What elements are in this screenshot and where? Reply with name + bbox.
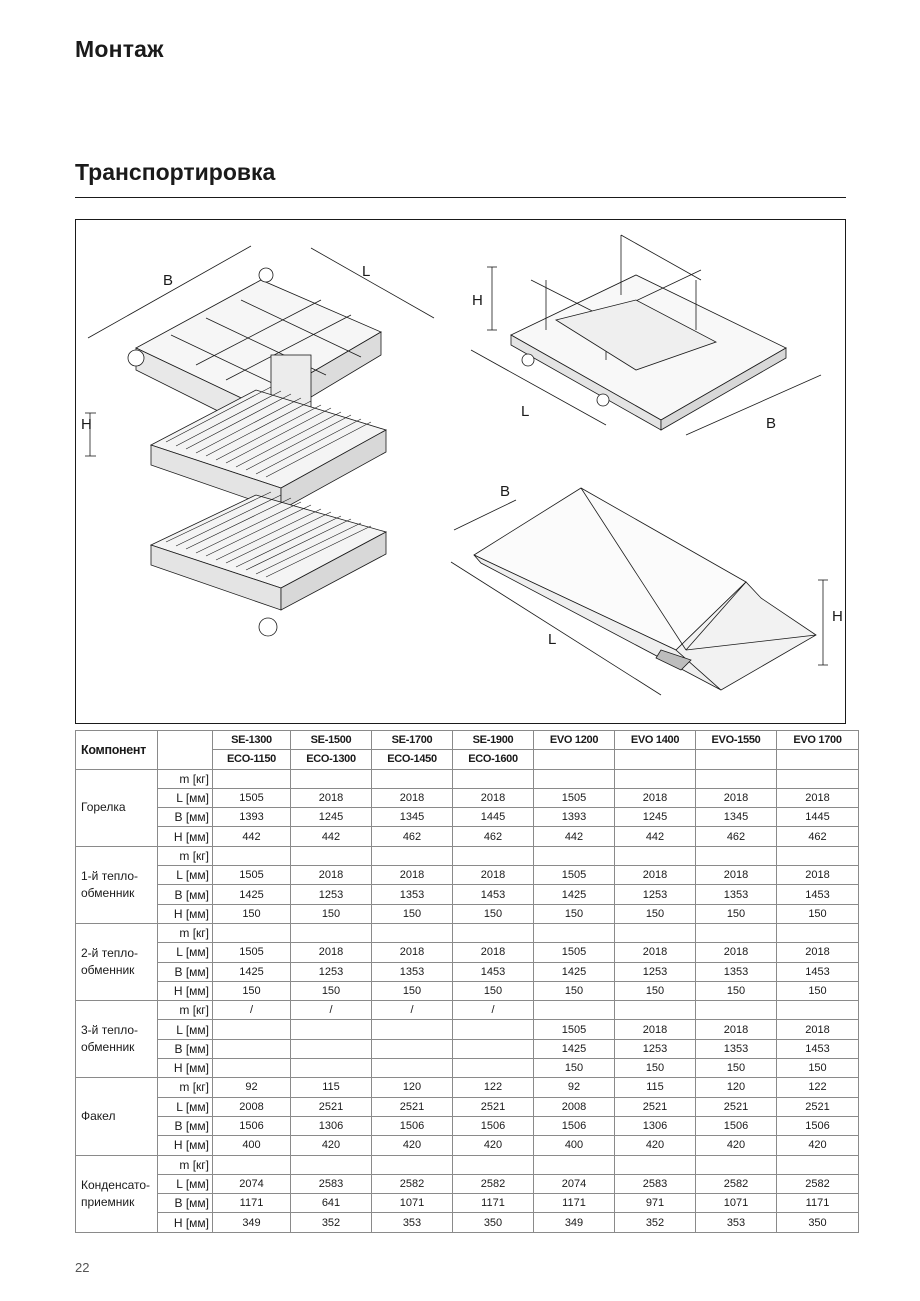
- unit-cell: L [мм]: [158, 943, 213, 962]
- table-row: [76, 846, 859, 865]
- value-cell: 353: [372, 1213, 453, 1232]
- unit-cell: H [мм]: [158, 1213, 213, 1232]
- table-row: [76, 1039, 859, 1058]
- value-cell: [213, 923, 291, 942]
- value-cell: [291, 769, 372, 788]
- value-cell: 2018: [372, 788, 453, 807]
- component-name: Горелка: [76, 769, 158, 846]
- value-cell: 2018: [696, 788, 777, 807]
- value-cell: 1353: [372, 962, 453, 981]
- value-cell: 150: [534, 1059, 615, 1078]
- value-cell: 462: [453, 827, 534, 846]
- unit-cell: L [мм]: [158, 1097, 213, 1116]
- dimensions-table: [75, 730, 859, 1233]
- value-cell: 2583: [291, 1174, 372, 1193]
- value-cell: 150: [213, 981, 291, 1000]
- value-cell: [696, 1155, 777, 1174]
- table-row: [76, 981, 859, 1000]
- value-cell: 1353: [696, 885, 777, 904]
- value-cell: 1171: [213, 1194, 291, 1213]
- value-cell: 1506: [777, 1116, 859, 1135]
- table-row: [76, 866, 859, 885]
- value-cell: 122: [777, 1078, 859, 1097]
- table-header: [76, 731, 859, 770]
- value-cell: 150: [534, 981, 615, 1000]
- value-cell: [696, 1001, 777, 1020]
- value-cell: 1506: [213, 1116, 291, 1135]
- component-name: 1-й тепло-обменник: [76, 846, 158, 923]
- value-cell: 150: [696, 1059, 777, 1078]
- value-cell: 150: [777, 981, 859, 1000]
- value-cell: [777, 1155, 859, 1174]
- value-cell: 1171: [453, 1194, 534, 1213]
- value-cell: 1445: [453, 808, 534, 827]
- value-cell: [615, 846, 696, 865]
- value-cell: 420: [777, 1136, 859, 1155]
- value-cell: 150: [615, 981, 696, 1000]
- table-row: [76, 1116, 859, 1135]
- unit-cell: L [мм]: [158, 1020, 213, 1039]
- value-cell: 150: [291, 904, 372, 923]
- model-header: SE-1900: [453, 731, 534, 750]
- value-cell: 1506: [372, 1116, 453, 1135]
- table-row: [76, 1194, 859, 1213]
- unit-cell: B [мм]: [158, 808, 213, 827]
- transport-drawings: [76, 220, 845, 723]
- torch-dim-b: B: [500, 483, 511, 500]
- model-subheader: [696, 750, 777, 769]
- value-cell: 1505: [534, 866, 615, 885]
- value-cell: 2521: [291, 1097, 372, 1116]
- model-subheader: ECO-1450: [372, 750, 453, 769]
- value-cell: 352: [615, 1213, 696, 1232]
- table-row: [76, 1001, 859, 1020]
- value-cell: 2018: [615, 943, 696, 962]
- value-cell: [213, 1020, 291, 1039]
- value-cell: 971: [615, 1194, 696, 1213]
- value-cell: [453, 769, 534, 788]
- value-cell: 1453: [453, 885, 534, 904]
- value-cell: 2018: [453, 788, 534, 807]
- unit-cell: m [кг]: [158, 769, 213, 788]
- burner-dim-l: L: [362, 263, 371, 280]
- value-cell: 150: [453, 981, 534, 1000]
- table-row: [76, 943, 859, 962]
- value-cell: 122: [453, 1078, 534, 1097]
- unit-cell: H [мм]: [158, 981, 213, 1000]
- value-cell: 442: [615, 827, 696, 846]
- frame-dim-l: L: [521, 403, 530, 420]
- value-cell: 420: [696, 1136, 777, 1155]
- value-cell: 442: [534, 827, 615, 846]
- section-title: Транспортировка: [75, 159, 276, 185]
- value-cell: [291, 923, 372, 942]
- value-cell: 641: [291, 1194, 372, 1213]
- value-cell: 1071: [372, 1194, 453, 1213]
- unit-cell: B [мм]: [158, 1039, 213, 1058]
- value-cell: 1453: [777, 1039, 859, 1058]
- value-cell: 349: [534, 1213, 615, 1232]
- value-cell: /: [291, 1001, 372, 1020]
- value-cell: [213, 769, 291, 788]
- component-name: Конденсато-приемник: [76, 1155, 158, 1232]
- torch-dim-l: L: [548, 631, 557, 648]
- value-cell: 120: [372, 1078, 453, 1097]
- unit-cell: L [мм]: [158, 788, 213, 807]
- value-cell: 1505: [534, 1020, 615, 1039]
- value-cell: 1505: [213, 943, 291, 962]
- value-cell: 420: [453, 1136, 534, 1155]
- model-subheader: ECO-1300: [291, 750, 372, 769]
- table-row: [76, 1078, 859, 1097]
- value-cell: 2074: [534, 1174, 615, 1193]
- value-cell: 2521: [615, 1097, 696, 1116]
- value-cell: 462: [372, 827, 453, 846]
- value-cell: 92: [534, 1078, 615, 1097]
- value-cell: 115: [615, 1078, 696, 1097]
- table-body: [76, 769, 859, 1232]
- value-cell: [291, 1020, 372, 1039]
- model-header: EVO 1200: [534, 731, 615, 750]
- value-cell: 2582: [696, 1174, 777, 1193]
- value-cell: 150: [777, 1059, 859, 1078]
- model-header: EVO 1700: [777, 731, 859, 750]
- value-cell: 2521: [453, 1097, 534, 1116]
- value-cell: 1425: [213, 962, 291, 981]
- value-cell: 1445: [777, 808, 859, 827]
- value-cell: [453, 846, 534, 865]
- value-cell: [696, 923, 777, 942]
- unit-cell: m [кг]: [158, 1001, 213, 1020]
- model-header: SE-1300: [213, 731, 291, 750]
- value-cell: 2018: [291, 943, 372, 962]
- value-cell: 1253: [615, 1039, 696, 1058]
- value-cell: 1453: [453, 962, 534, 981]
- table-row: [76, 962, 859, 981]
- value-cell: 115: [291, 1078, 372, 1097]
- value-cell: 420: [291, 1136, 372, 1155]
- value-cell: [213, 1155, 291, 1174]
- table-row: [76, 788, 859, 807]
- value-cell: 1506: [696, 1116, 777, 1135]
- unit-cell: L [мм]: [158, 1174, 213, 1193]
- value-cell: [372, 1155, 453, 1174]
- unit-cell: m [кг]: [158, 923, 213, 942]
- value-cell: 1425: [213, 885, 291, 904]
- value-cell: 1453: [777, 962, 859, 981]
- value-cell: 1505: [534, 943, 615, 962]
- value-cell: 92: [213, 1078, 291, 1097]
- value-cell: 1253: [615, 885, 696, 904]
- unit-cell: B [мм]: [158, 885, 213, 904]
- model-subheader: ECO-1150: [213, 750, 291, 769]
- value-cell: 462: [696, 827, 777, 846]
- value-cell: 1353: [372, 885, 453, 904]
- value-cell: [213, 1039, 291, 1058]
- value-cell: [696, 846, 777, 865]
- value-cell: [453, 1020, 534, 1039]
- value-cell: 400: [213, 1136, 291, 1155]
- value-cell: 1353: [696, 1039, 777, 1058]
- burner-dim-h: H: [81, 416, 92, 433]
- unit-cell: H [мм]: [158, 904, 213, 923]
- value-cell: 1453: [777, 885, 859, 904]
- value-cell: 2582: [453, 1174, 534, 1193]
- value-cell: 350: [453, 1213, 534, 1232]
- value-cell: 1253: [291, 885, 372, 904]
- value-cell: 2018: [453, 943, 534, 962]
- value-cell: 1306: [291, 1116, 372, 1135]
- component-name: Факел: [76, 1078, 158, 1155]
- value-cell: 2018: [696, 866, 777, 885]
- value-cell: [696, 769, 777, 788]
- value-cell: 1425: [534, 1039, 615, 1058]
- value-cell: 352: [291, 1213, 372, 1232]
- value-cell: 1245: [291, 808, 372, 827]
- value-cell: [372, 769, 453, 788]
- value-cell: 150: [372, 904, 453, 923]
- value-cell: [291, 846, 372, 865]
- value-cell: [453, 923, 534, 942]
- value-cell: [777, 769, 859, 788]
- burner-dim-b: B: [163, 272, 174, 289]
- frame-dim-h: H: [472, 292, 483, 309]
- value-cell: 1253: [291, 962, 372, 981]
- frame-dim-b: B: [766, 415, 777, 432]
- value-cell: 2008: [213, 1097, 291, 1116]
- value-cell: 120: [696, 1078, 777, 1097]
- page-title: Монтаж: [75, 36, 164, 62]
- table-row: [76, 808, 859, 827]
- value-cell: 1425: [534, 885, 615, 904]
- value-cell: 442: [291, 827, 372, 846]
- value-cell: 1425: [534, 962, 615, 981]
- unit-cell: L [мм]: [158, 866, 213, 885]
- value-cell: 150: [453, 904, 534, 923]
- unit-cell: m [кг]: [158, 846, 213, 865]
- unit-cell: B [мм]: [158, 962, 213, 981]
- value-cell: 1071: [696, 1194, 777, 1213]
- value-cell: 150: [213, 904, 291, 923]
- value-cell: 1253: [615, 962, 696, 981]
- value-cell: 2521: [372, 1097, 453, 1116]
- value-cell: 400: [534, 1136, 615, 1155]
- value-cell: 1505: [534, 788, 615, 807]
- value-cell: 420: [615, 1136, 696, 1155]
- value-cell: 349: [213, 1213, 291, 1232]
- value-cell: 150: [696, 904, 777, 923]
- value-cell: 2018: [696, 1020, 777, 1039]
- value-cell: [291, 1059, 372, 1078]
- value-cell: [213, 1059, 291, 1078]
- value-cell: 1306: [615, 1116, 696, 1135]
- value-cell: 462: [777, 827, 859, 846]
- unit-cell: H [мм]: [158, 1059, 213, 1078]
- table-row: [76, 1097, 859, 1116]
- value-cell: 2018: [291, 788, 372, 807]
- value-cell: 1505: [213, 866, 291, 885]
- value-cell: [372, 1020, 453, 1039]
- value-cell: 150: [615, 1059, 696, 1078]
- value-cell: 2018: [777, 788, 859, 807]
- table-row: [76, 1020, 859, 1039]
- value-cell: [372, 846, 453, 865]
- value-cell: 1245: [615, 808, 696, 827]
- value-cell: [534, 923, 615, 942]
- table-row: [76, 1174, 859, 1193]
- value-cell: 2074: [213, 1174, 291, 1193]
- value-cell: 1393: [534, 808, 615, 827]
- table-row: [76, 1059, 859, 1078]
- table-row: [76, 904, 859, 923]
- unit-cell: B [мм]: [158, 1116, 213, 1135]
- value-cell: 1345: [372, 808, 453, 827]
- model-subheader: [777, 750, 859, 769]
- section-divider: [75, 197, 846, 198]
- value-cell: 150: [372, 981, 453, 1000]
- value-cell: 1353: [696, 962, 777, 981]
- value-cell: 2582: [372, 1174, 453, 1193]
- value-cell: [453, 1155, 534, 1174]
- value-cell: 150: [615, 904, 696, 923]
- value-cell: [615, 1155, 696, 1174]
- table-row: [76, 1136, 859, 1155]
- unit-cell: m [кг]: [158, 1078, 213, 1097]
- value-cell: [615, 1001, 696, 1020]
- component-name: 3-й тепло-обменник: [76, 1001, 158, 1078]
- unit-cell: m [кг]: [158, 1155, 213, 1174]
- value-cell: 1171: [534, 1194, 615, 1213]
- value-cell: [534, 769, 615, 788]
- model-header: SE-1500: [291, 731, 372, 750]
- value-cell: 1345: [696, 808, 777, 827]
- value-cell: 353: [696, 1213, 777, 1232]
- value-cell: [372, 1039, 453, 1058]
- value-cell: 2018: [291, 866, 372, 885]
- value-cell: 2582: [777, 1174, 859, 1193]
- value-cell: [453, 1039, 534, 1058]
- unit-cell: H [мм]: [158, 827, 213, 846]
- value-cell: 2018: [453, 866, 534, 885]
- value-cell: [372, 1059, 453, 1078]
- model-subheader: [534, 750, 615, 769]
- value-cell: [615, 923, 696, 942]
- value-cell: /: [372, 1001, 453, 1020]
- value-cell: [777, 846, 859, 865]
- table-row: [76, 885, 859, 904]
- unit-cell: H [мм]: [158, 1136, 213, 1155]
- value-cell: 1171: [777, 1194, 859, 1213]
- transport-figure: [75, 219, 846, 724]
- model-subheader: [615, 750, 696, 769]
- value-cell: 1393: [213, 808, 291, 827]
- value-cell: 2018: [372, 943, 453, 962]
- value-cell: [615, 769, 696, 788]
- value-cell: 150: [534, 904, 615, 923]
- value-cell: /: [453, 1001, 534, 1020]
- component-name: 2-й тепло-обменник: [76, 923, 158, 1000]
- unit-cell: B [мм]: [158, 1194, 213, 1213]
- value-cell: 150: [696, 981, 777, 1000]
- value-cell: 2583: [615, 1174, 696, 1193]
- value-cell: [291, 1039, 372, 1058]
- value-cell: [213, 846, 291, 865]
- value-cell: 2018: [372, 866, 453, 885]
- unit-header: [158, 731, 213, 770]
- value-cell: [534, 846, 615, 865]
- table-row: [76, 769, 859, 788]
- model-header: EVO-1550: [696, 731, 777, 750]
- value-cell: [372, 923, 453, 942]
- table-row: [76, 923, 859, 942]
- value-cell: /: [213, 1001, 291, 1020]
- page-number: 22: [75, 1260, 90, 1275]
- table-row: [76, 1155, 859, 1174]
- value-cell: 2018: [696, 943, 777, 962]
- value-cell: [291, 1155, 372, 1174]
- value-cell: [777, 923, 859, 942]
- model-header: SE-1700: [372, 731, 453, 750]
- value-cell: 442: [213, 827, 291, 846]
- value-cell: 150: [777, 904, 859, 923]
- value-cell: 2018: [615, 788, 696, 807]
- value-cell: 1506: [453, 1116, 534, 1135]
- model-subheader: ECO-1600: [453, 750, 534, 769]
- value-cell: 150: [291, 981, 372, 1000]
- value-cell: [777, 1001, 859, 1020]
- value-cell: [453, 1059, 534, 1078]
- value-cell: 2018: [777, 943, 859, 962]
- torch-dim-h: H: [832, 608, 843, 625]
- value-cell: 2018: [615, 1020, 696, 1039]
- value-cell: 2018: [777, 866, 859, 885]
- value-cell: 2521: [696, 1097, 777, 1116]
- value-cell: 420: [372, 1136, 453, 1155]
- value-cell: 1506: [534, 1116, 615, 1135]
- value-cell: 2018: [777, 1020, 859, 1039]
- table-row: [76, 1213, 859, 1232]
- value-cell: 2008: [534, 1097, 615, 1116]
- model-header: EVO 1400: [615, 731, 696, 750]
- value-cell: 2521: [777, 1097, 859, 1116]
- value-cell: 1505: [213, 788, 291, 807]
- table-row: [76, 827, 859, 846]
- component-header: Компонент: [76, 731, 158, 770]
- value-cell: [534, 1001, 615, 1020]
- value-cell: 350: [777, 1213, 859, 1232]
- value-cell: 2018: [615, 866, 696, 885]
- value-cell: [534, 1155, 615, 1174]
